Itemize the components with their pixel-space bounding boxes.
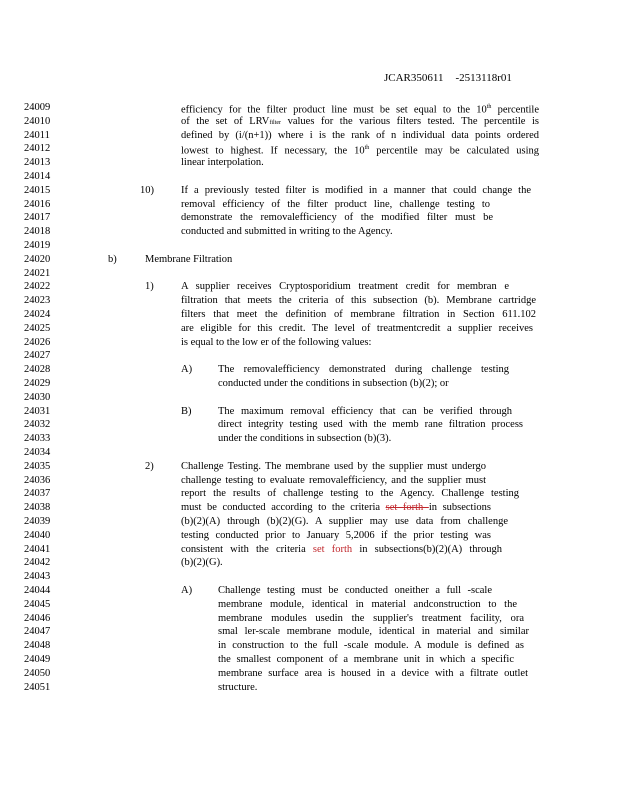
text-line: under the conditions in subsection (b)(3).	[218, 433, 392, 445]
text-line: Challenge testing must be conducted oneither a full -scale	[218, 585, 492, 596]
text-line: the smallest component of a membrane unit in which a specific	[218, 654, 514, 665]
line-number: 24037	[24, 488, 51, 500]
text-line: efficiency for the filter product line must be set equal to the 10th percentile	[181, 104, 539, 116]
line-number: 24016	[24, 198, 51, 210]
line-number: 24049	[24, 654, 51, 665]
text-line: demonstrate the removalefficiency of the modified filter must be	[181, 212, 493, 224]
text-line: in construction to the full -scale module. A module is defined as	[218, 640, 524, 652]
line-number: 24024	[24, 309, 51, 320]
line-number: 24030	[24, 391, 51, 403]
line-number: 24051	[24, 681, 51, 693]
line-number: 24017	[24, 212, 51, 224]
line-number: 24048	[24, 640, 51, 652]
section-marker: b)	[108, 253, 117, 265]
text-line: are eligible for this credit. The level of treatmentcredit a supplier receives	[181, 322, 533, 334]
section-title: Membrane Filtration	[145, 253, 233, 265]
inserted-text: set forth	[312, 543, 353, 555]
line-number: 24027	[24, 350, 51, 362]
line-number: 24022	[24, 281, 51, 293]
line-number: 24028	[24, 364, 51, 376]
line-number: 24015	[24, 184, 51, 196]
text-line: The maximum removal efficiency that can be verified through	[218, 405, 512, 417]
line-number: 24044	[24, 585, 51, 596]
text-line: linear interpolation.	[181, 157, 264, 169]
item-marker: B)	[181, 405, 192, 417]
text-line: must be conducted according to the criteria set forth in subsections	[181, 502, 491, 514]
text-line: Challenge Testing. The membrane used by the supplier must undergo	[181, 460, 486, 472]
text-line: membrane surface area is housed in a device with a filtrate outlet	[218, 667, 528, 679]
text-line: structure.	[218, 681, 258, 693]
line-number: 24026	[24, 336, 51, 348]
line-number: 24046	[24, 612, 51, 624]
text-line: report the results of challenge testing to the Agency. Challenge testing	[181, 488, 519, 500]
text-line: (b)(2)(A) through (b)(2)(G). A supplier may use data from challenge	[181, 516, 508, 527]
line-number: 24035	[24, 460, 51, 472]
revision-id: -2513118r01	[455, 72, 512, 84]
line-number: 24012	[24, 143, 51, 155]
line-number: 24045	[24, 598, 51, 610]
text-line: of the set of LRVfilter values for the various filters tested. The percentile is	[181, 115, 539, 127]
line-number: 24025	[24, 322, 51, 334]
item-marker: 2)	[145, 460, 154, 472]
text-line: membrane module, identical in material andconstruction to the	[218, 598, 517, 610]
line-number: 24010	[24, 115, 51, 127]
line-number: 24011	[24, 129, 50, 141]
line-number: 24029	[24, 378, 51, 389]
deleted-text: set forth	[385, 502, 429, 514]
item-marker: 10)	[140, 184, 154, 196]
text-line: lowest to highest. If necessary, the 10th percentile may be calculated using	[181, 145, 539, 157]
text-line: The removalefficiency demonstrated during challenge testing	[218, 364, 509, 376]
text-line: filters that meet the definition of membrane filtration in Section 611.102	[181, 309, 536, 320]
line-number: 24009	[24, 102, 51, 113]
text-line: challenge testing to evaluate removalefficiency, and the supplier must	[181, 474, 486, 486]
line-number: 24020	[24, 253, 51, 265]
item-marker: 1)	[145, 281, 154, 293]
text-line: removal efficiency of the filter product line, challenge testing to	[181, 198, 490, 210]
item-marker: A)	[181, 585, 193, 596]
line-number: 24047	[24, 626, 51, 638]
line-number: 24021	[24, 267, 51, 279]
text-line: testing conducted prior to January 5,2006 if the prior testing was	[181, 529, 491, 541]
text-line: membrane modules usedin the supplier's treatment facility, ora	[218, 612, 524, 624]
text-line: A supplier receives Cryptosporidium treatment credit for membran e	[181, 281, 509, 293]
text-line: If a previously tested filter is modified in a manner that could change the	[181, 184, 531, 196]
text-line: defined by (i/(n+1)) where i is the rank of n individual data points ordered	[181, 129, 539, 141]
line-number: 24050	[24, 667, 51, 679]
line-number: 24034	[24, 447, 51, 458]
line-number: 24013	[24, 157, 51, 169]
text-line: direct integrity testing used with the memb rane filtration process	[218, 419, 523, 431]
line-number: 24014	[24, 171, 51, 182]
line-number: 24041	[24, 543, 51, 555]
line-number: 24036	[24, 474, 51, 486]
page-header	[384, 72, 512, 84]
line-number: 24032	[24, 419, 51, 431]
text-line: filtration that meets the criteria of this subsection (b). Membrane cartridge	[181, 295, 536, 307]
text-line: conducted and submitted in writing to the Agency.	[181, 226, 393, 238]
text-line: consistent with the criteria set forth in subsections(b)(2)(A) through	[181, 543, 503, 555]
text-line: is equal to the low er of the following values:	[181, 336, 372, 348]
line-number: 24043	[24, 571, 51, 583]
text-line: (b)(2)(G).	[181, 557, 223, 569]
line-number: 24023	[24, 295, 51, 307]
line-number: 24039	[24, 516, 51, 527]
line-number: 24031	[24, 405, 51, 417]
line-number: 24038	[24, 502, 51, 514]
line-number: 24033	[24, 433, 51, 445]
line-number: 24018	[24, 226, 51, 238]
line-number: 24019	[24, 240, 51, 251]
item-marker: A)	[181, 364, 193, 376]
line-number: 24042	[24, 557, 51, 569]
text-line: conducted under the conditions in subsection (b)(2); or	[218, 378, 449, 389]
document-id: JCAR350611	[384, 72, 444, 84]
line-number: 24040	[24, 529, 51, 541]
text-line: smal ler-scale membrane module, identical in material and similar	[218, 626, 529, 638]
